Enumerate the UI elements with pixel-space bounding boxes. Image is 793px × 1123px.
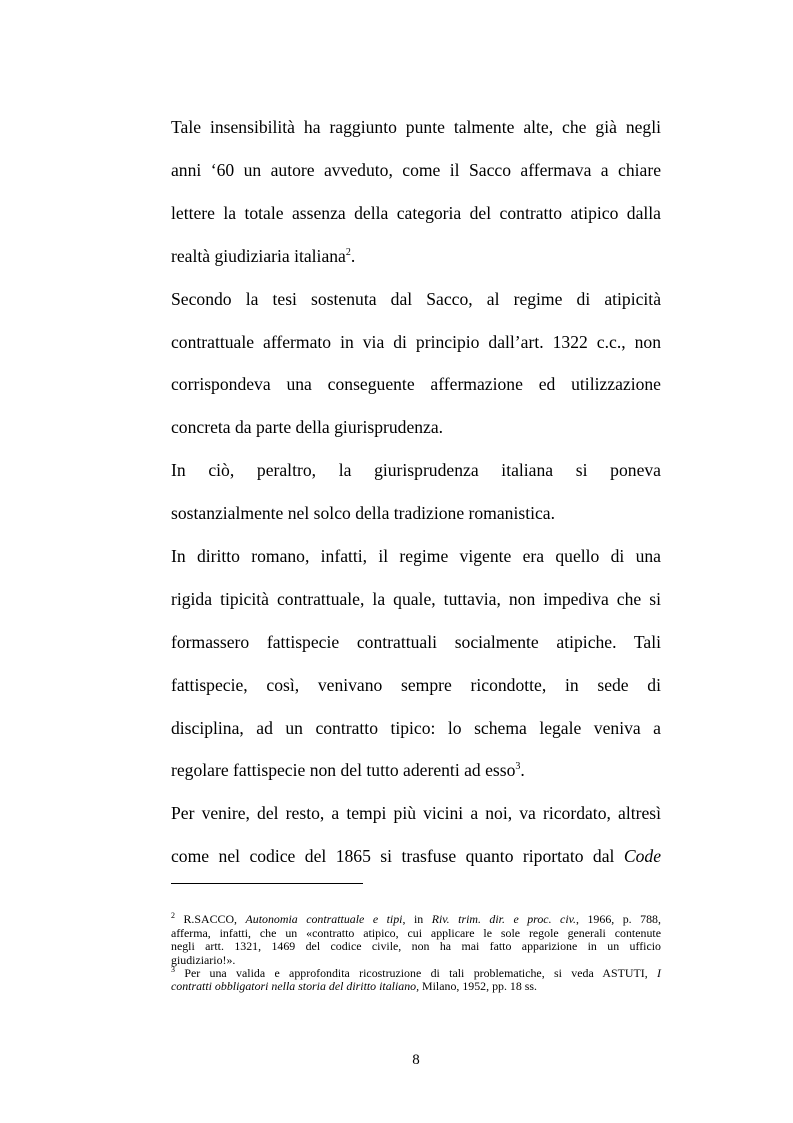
body-line: In ciò, peraltro, la giurisprudenza italiana si poneva [171,460,661,480]
footnote-title: contratti obbligatori nella storia del diritto italiano, [171,979,420,993]
body-line: formassero fattispecie contrattuali socialmente atipiche. Tali [171,632,661,652]
footnote-line [171,980,661,993]
footnote-separator [171,883,363,884]
body-line: rigida tipicità contrattuale, la quale, tuttavia, non impediva che si [171,589,661,609]
body-line: anni ‘60 un autore avveduto, come il Sacco affermava a chiare [171,160,661,180]
body-line: disciplina, ad un contratto tipico: lo schema legale veniva a [171,718,661,738]
footnote-text: Per una valida e approfondita ricostruzione di tali problematiche, si veda ASTUTI, [184,966,648,980]
body-line-text: regolare fattispecie non del tutto aderenti ad esso [171,760,516,780]
body-line: Per venire, del resto, a tempi più vicini a noi, va ricordato, altresì [171,803,661,823]
footnote-journal: Riv. trim. dir. e proc. civ. [431,912,577,926]
footnote-author: R.SACCO, [183,912,238,926]
footnote-line: afferma, infatti, che un «contratto atipico, cui applicare le sole regole generali contenute [171,926,661,940]
body-line [171,245,661,267]
footnote-ref-3[interactable]: 3 [515,761,521,772]
footnote-number: 2 [171,911,175,920]
italic-word: Code [623,846,661,866]
footnote-line: giudiziario!». [171,953,236,967]
body-line-text: come nel codice del 1865 si trasfuse quanto riportato dal [171,846,615,866]
body-line: Secondo la tesi sostenuta dal Sacco, al regime di atipicità [171,289,661,309]
body-line-text: realtà giudiziaria italiana [171,246,346,266]
body-line: sostanzialmente nel solco della tradizione romanistica. [171,503,555,523]
footnote-2 [171,913,661,926]
footnote-text: , in [402,912,424,926]
body-line: Tale insensibilità ha raggiunto punte talmente alte, che già negli [171,117,661,137]
body-line: lettere la totale assenza della categoria del contratto atipico dalla [171,203,661,223]
body-line: fattispecie, così, venivano sempre ricondotte, in sede di [171,675,661,695]
body-line: In diritto romano, infatti, il regime vigente era quello di una [171,546,661,566]
footnote-title: I [657,966,661,980]
footnote-line: negli artt. 1321, 1469 del codice civile, non ha mai fatto apparizione in un ufficio [171,939,661,953]
body-line: concreta da parte della giurisprudenza. [171,417,444,437]
footnote-text: Milano, 1952, pp. 18 ss. [422,979,537,993]
footnote-number: 3 [171,965,175,974]
page-number: 8 [412,1052,420,1068]
period: . [520,760,525,780]
body-line: contrattuale affermato in via di principio dall’art. 1322 c.c., non [171,332,661,352]
footnote-title: Autonomia contrattuale e tipi [245,912,403,926]
period: . [350,246,356,266]
body-line [171,845,661,867]
footnote-text: , 1966, p. 788, [576,912,661,926]
body-line: corrispondeva una conseguente affermazione ed utilizzazione [171,374,661,394]
footnote-ref-2[interactable]: 2 [345,247,351,258]
body-line [171,759,661,781]
